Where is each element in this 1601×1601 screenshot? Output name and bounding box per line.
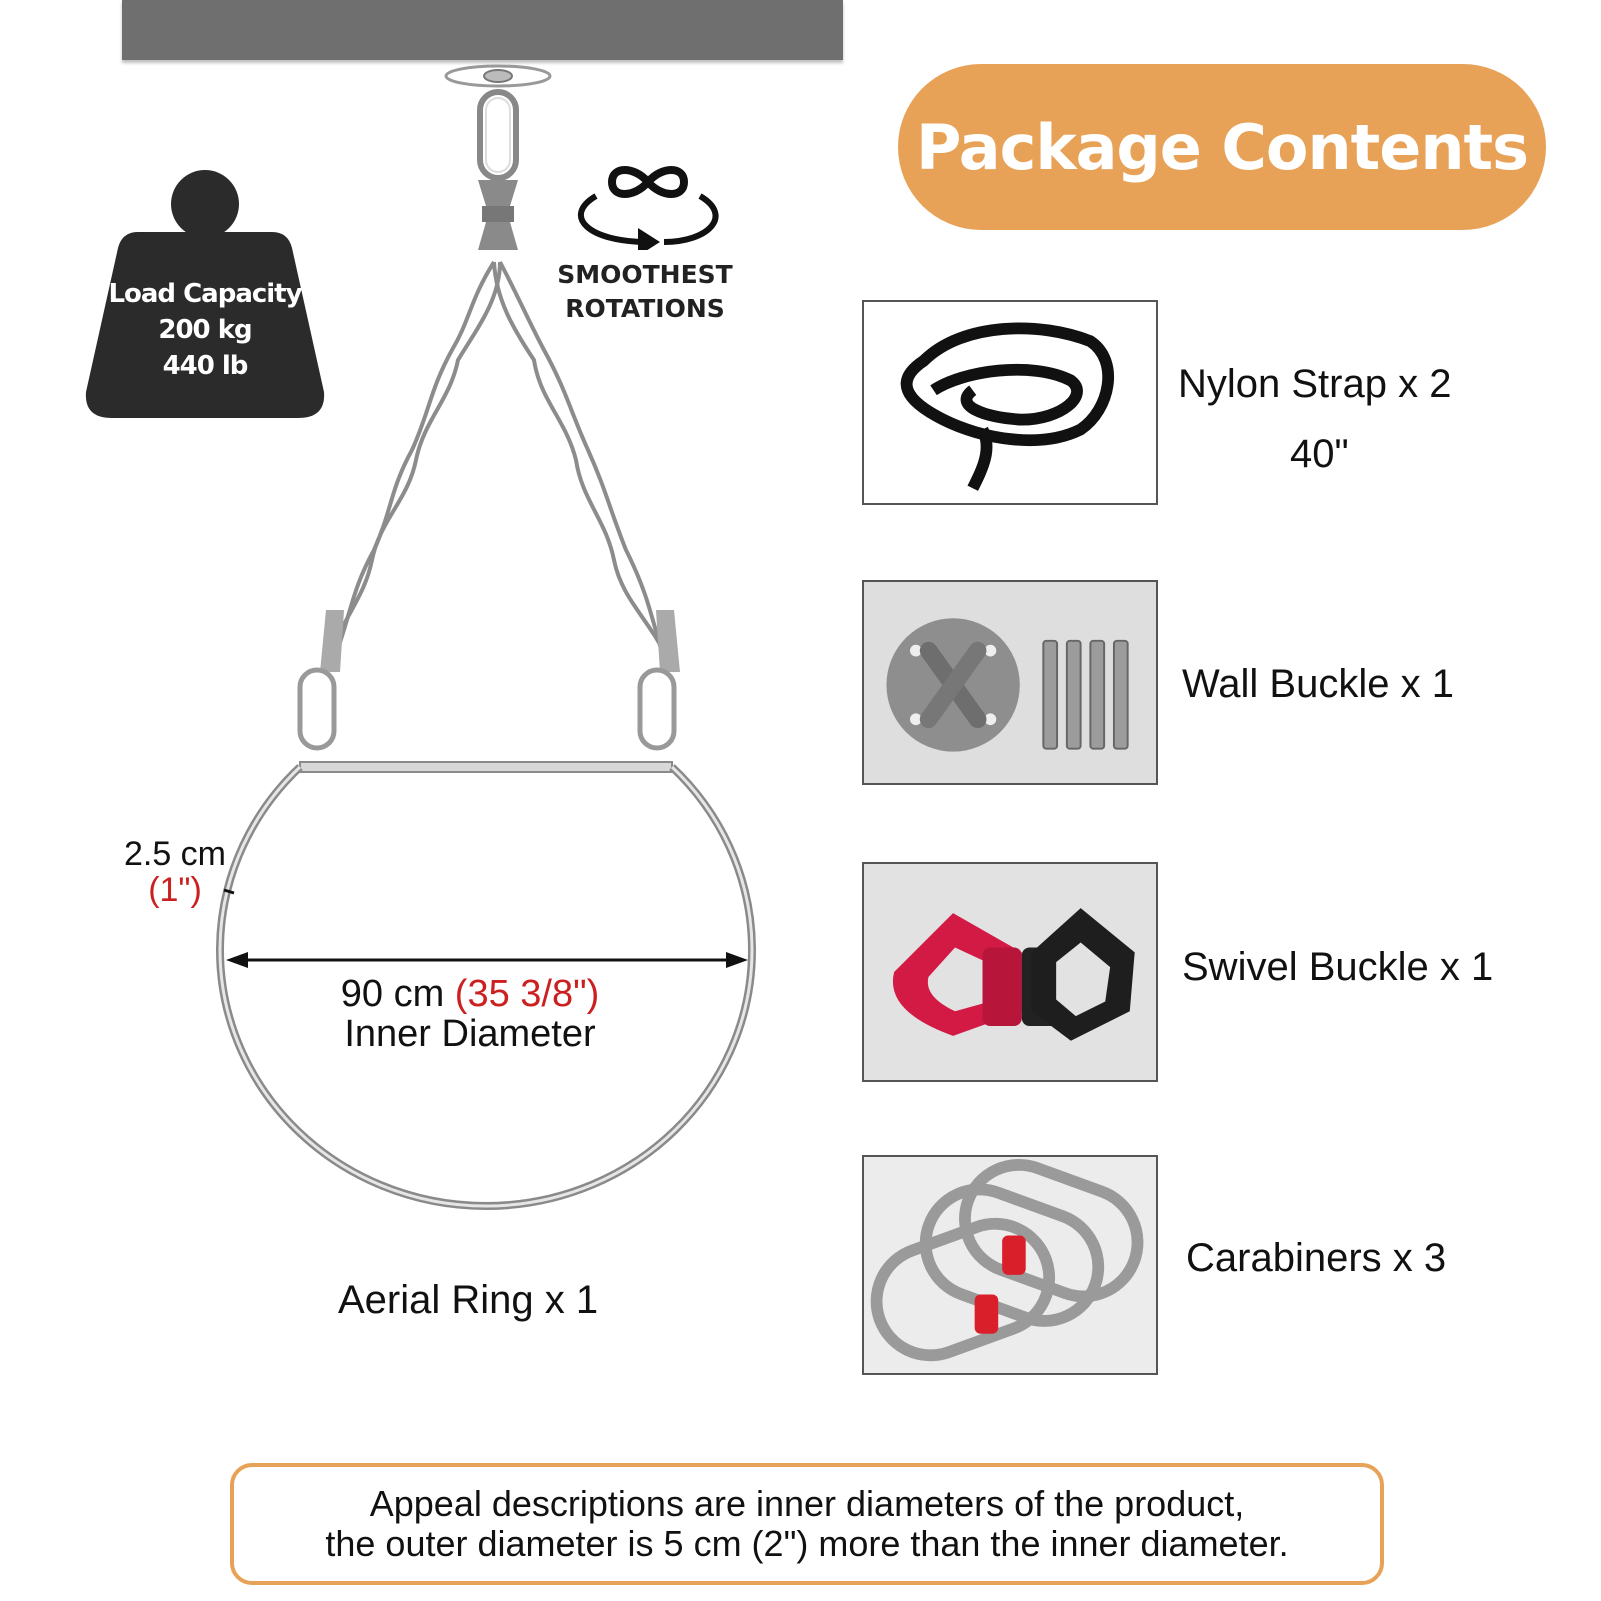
nylon-strap-thumbnail [862,300,1158,505]
carabiner-icon [864,1157,1156,1373]
nylon-strap-icon [864,302,1156,503]
item-name-aerial-ring: Aerial Ring x 1 [338,1278,599,1322]
swivel-buckle-icon [864,864,1156,1080]
load-capacity-lb: 440 lb [162,351,248,381]
inner-diameter-label [300,974,640,1054]
load-capacity-kg: 200 kg [158,315,252,345]
note-line2: the outer diameter is 5 cm (2") more than the inner diameter. [325,1523,1289,1564]
wall-buckle-icon [864,582,1156,783]
diameter-note [230,1463,1384,1585]
item-name-wall-buckle: Wall Buckle x 1 [1182,662,1454,706]
load-capacity-text [84,276,326,384]
inner-diameter-cm: 90 cm [340,973,445,1015]
tube-thickness-cm: 2.5 cm [123,835,227,873]
item-detail-nylon-strap: 40" [1290,432,1349,476]
item-name-swivel-buckle: Swivel Buckle x 1 [1182,945,1494,989]
load-capacity-label: Load Capacity [108,279,302,309]
tube-thickness-label [120,836,230,908]
rotation-line2: ROTATIONS [565,294,725,323]
swivel-buckle-thumbnail [862,862,1158,1082]
package-contents-title: Package Contents [898,64,1546,230]
item-name-carabiners: Carabiners x 3 [1186,1236,1447,1280]
inner-diameter-in: (35 3/8") [454,973,600,1015]
carabiners-thumbnail [862,1155,1158,1375]
inner-diameter-text: Inner Diameter [344,1013,596,1055]
tube-thickness-in: (1") [148,871,202,909]
item-name-nylon-strap: Nylon Strap x 2 [1178,362,1452,406]
rotation-infinity-icon [568,160,728,250]
rotation-text [540,258,750,326]
rotation-line1: SMOOTHEST [557,260,733,289]
wall-buckle-thumbnail [862,580,1158,785]
note-line1: Appeal descriptions are inner diameters of the product, [369,1483,1245,1524]
